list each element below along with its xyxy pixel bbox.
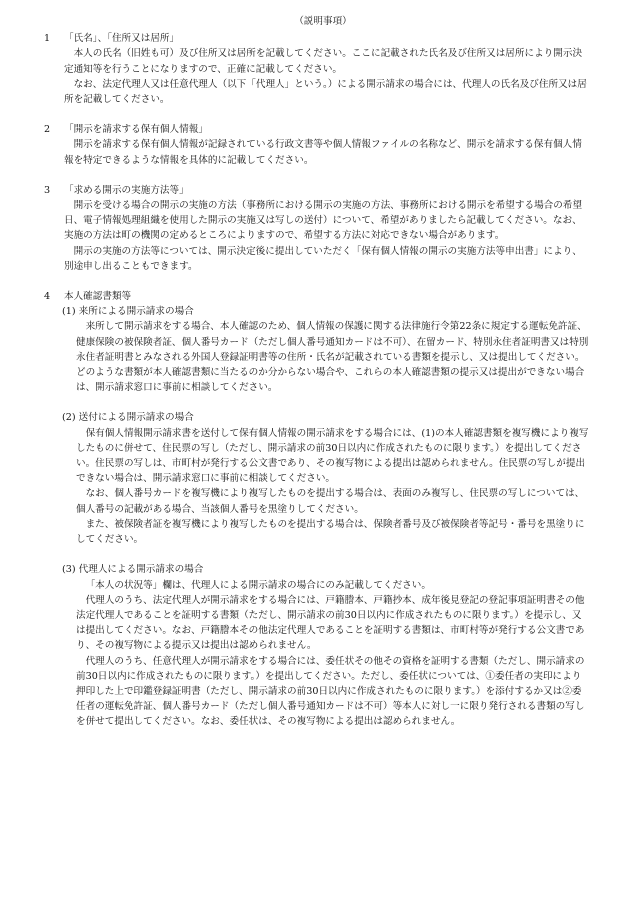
- subsection-3-paragraph-3: 代理人のうち、任意代理人が開示請求をする場合には、委任状その他その資格を証明する書類（ただし、開示請求の前30日以内に作成されたものに限ります。）を提出してください。ただし、委任状については、①委任者の実印により押印した上で印鑑登録証明書（ただし、開示請求の前30日以内に作成されたものに限ります。）を添付するか又は②委任者の運転免許証、個人番号カード（ただし個人番号通知カードは不可）等本人に対し一に限り発行される書類の写しを併せて提出してください。なお、委任状は、その複写物による提出は認められません。: [76, 655, 585, 728]
- subsection-2-paragraph-1: 保有個人情報開示請求書を送付して保有個人情報の開示請求をする場合には、(1)の本人確認書類を複写機により複写したものに併せて、住民票の写し（ただし、開示請求の前30日以内に作成されたものに限ります。）を提出してください。住民票の写しは、市町村が発行する公文書であり、その複写物による提出は認められません。住民票の写しが提出できない場合は、開示請求窓口に事前に相談してください。: [76, 427, 589, 485]
- section-2-paragraph-1: 開示を請求する保有個人情報が記録されている行政文書等や個人情報ファイルの名称など、開示を請求する保有個人情報を特定できるような情報を具体的に記載してください。: [64, 139, 582, 166]
- section-4: [44, 289, 590, 729]
- section-3: [44, 183, 590, 274]
- subsection-3-paragraph-2: 代理人のうち、法定代理人が開示請求をする場合には、戸籍謄本、戸籍抄本、成年後見登記の登記事項証明書その他法定代理人であることを証明する書類（ただし、開示請求の前30日以内に作成されたものに限ります。）を提示し、又は提出してください。なお、戸籍謄本その他法定代理人であることを証明する書類は、市町村等が発行する公文書であり、その複写物による提示又は提出は認められません。: [76, 594, 585, 652]
- section-1-paragraph-2: なお、法定代理人又は任意代理人（以下「代理人」という。）による開示請求の場合には、代理人の氏名及び住所又は居所を記載してください。: [64, 78, 587, 106]
- subsection-2-paragraph-3: また、被保険者証を複写機により複写したものを提出する場合は、保険者番号及び被保険者等記号・番号を黒塗りにしてください。: [76, 518, 585, 546]
- section-1-paragraph-1: 本人の氏名（旧姓も可）及び住所又は居所を記載してください。ここに記載された氏名及び住所又は居所により開示決定通知等を行うことになりますので、正確に記載してください。: [64, 48, 583, 75]
- section-4-heading: [44, 289, 590, 304]
- section-1: [44, 31, 590, 107]
- subsection-3-title: (3) 代理人による開示請求の場合: [62, 564, 204, 576]
- section-2-heading: [44, 122, 590, 137]
- section-1-title: 「氏名」、「住所又は居所」: [64, 33, 180, 45]
- subsection-2-title: (2) 送付による開示請求の場合: [62, 412, 194, 424]
- section-4-title: 本人確認書類等: [64, 291, 132, 303]
- page-title: （説明事項）: [294, 16, 352, 27]
- section-3-heading: [44, 183, 590, 198]
- section-3-title: 「求める開示の実施方法等」: [64, 184, 189, 196]
- section-3-paragraph-1: 開示を受ける場合の開示の実施の方法（事務所における開示の実施の方法、事務所における開示を希望する場合の希望日、電子情報処理組織を使用した開示の実施又は写しの送付）について、希望がありましたら記載してください。なお、実施の方法は町の機関の定めるところによりますので、希望する方法に対応できない場合があります。: [64, 200, 583, 242]
- section-3-paragraph-2: 開示の実施の方法等については、開示決定後に提出していただく「保有個人情報の開示の実施方法等申出書」により、別途申し出ることもできます。: [64, 245, 582, 272]
- section-2: [44, 122, 590, 168]
- section-3-number: 3: [44, 184, 51, 196]
- section-2-title: 「開示を請求する保有個人情報」: [64, 124, 208, 136]
- section-4-number: 4: [44, 291, 51, 303]
- section-2-number: 2: [44, 124, 51, 136]
- section-1-heading: [44, 31, 590, 46]
- section-1-number: 1: [44, 33, 51, 45]
- subsection-2-paragraph-2: なお、個人番号カードを複写機により複写したものを提出する場合は、表面のみ複写し、住民票の写しについては、個人番号の記載がある場合、当該個人番号を黒塗りしてください。: [76, 488, 585, 515]
- subsection-1-paragraph-1: 来所して開示請求をする場合、本人確認のため、個人情報の保護に関する法律施行令第22条に規定する運転免許証、健康保険の被保険者証、個人番号カード（ただし個人番号通知カードは不可）、在留カード、特別永住者証明書又は特別永住者証明書とみなされる外国人登録証明書等の住所・氏名が記載されている書類を提示し、又は提出してください。どのような書類が本人確認書類に当たるのか分からない場合や、これらの本人確認書類の提示又は提出ができない場合は、開示請求窓口に事前に相談してください。: [76, 321, 589, 394]
- subsection-3-paragraph-1: 「本人の状況等」欄は、代理人による開示請求の場合にのみ記載してください。: [85, 579, 431, 591]
- subsection-1-title: (1) 来所による開示請求の場合: [62, 306, 194, 318]
